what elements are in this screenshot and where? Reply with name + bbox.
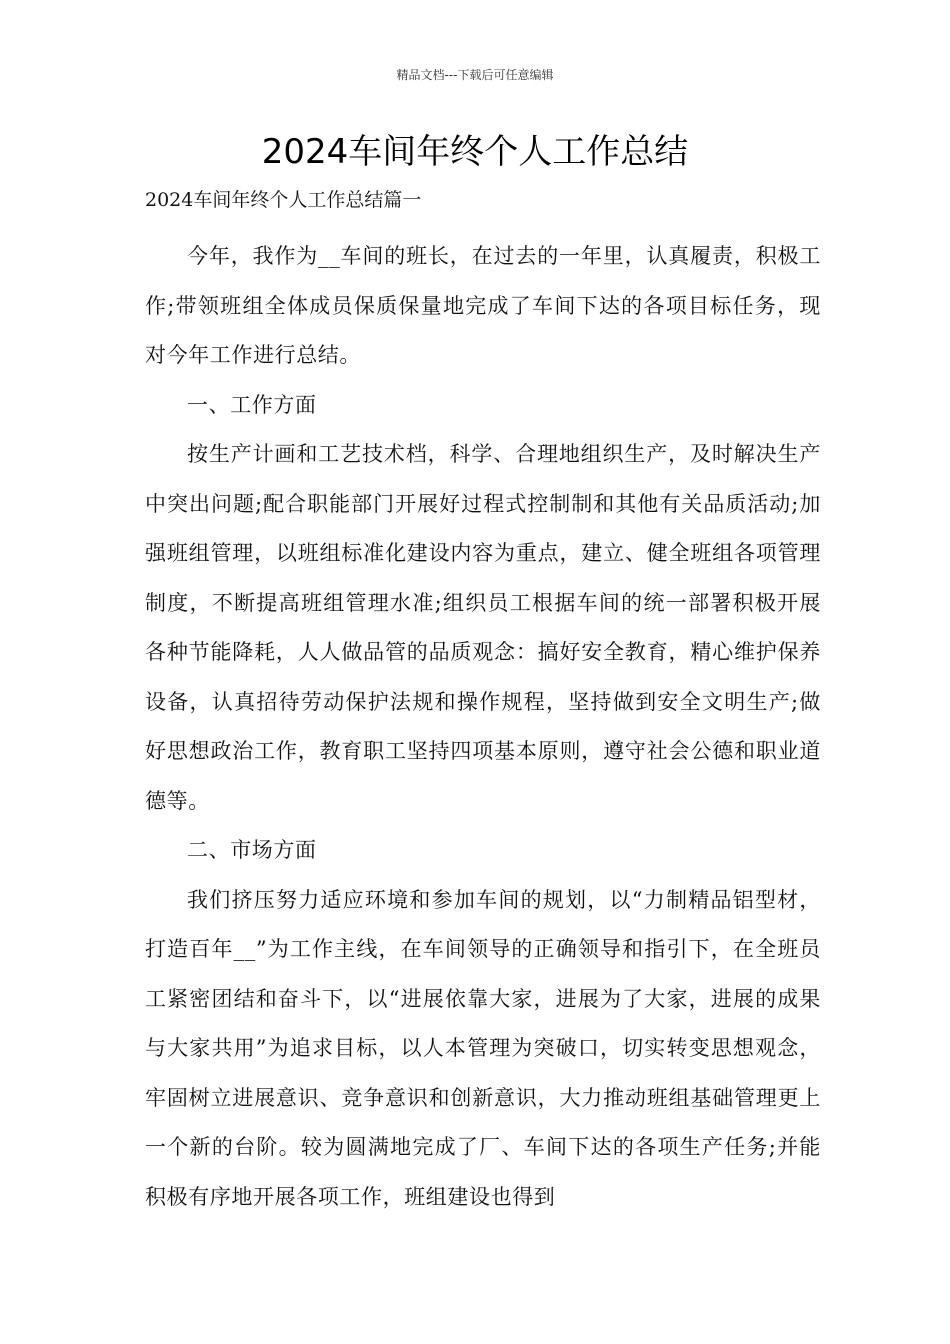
section-paragraph-work: 按生产计画和工艺技术档，科学、合理地组织生产，及时解决生产中突出问题;配合职能部门开展好过程式控制制和其他有关品质活动;加强班组管理，以班组标准化建设内容为重点，建立、健全班组各项管理制度，不断提高班组管理水准;组织员工根据车间的统一部署积极开展各种节能降耗，人人做品管的品质观念：搞好安全教育，精心维护保养设备，认真招待劳动保护法规和操作规程，坚持做到安全文明生产;做好思想政治工作，教育职工坚持四项基本原则，遵守社会公德和职业道德等。 bbox=[145, 442, 821, 813]
section-heading-work: 一、工作方面 bbox=[187, 392, 317, 417]
section-paragraph-market: 我们挤压努力适应环境和参加车间的规划，以“力制精品铝型材，打造百年__”为工作主线，在车间领导的正确领导和指引下，在全班员工紧密团结和奋斗下，以“进展依靠大家，进展为了大家，进展的成果与大家共用”为追求目标，以人本管理为突破口，切实转变思想观念，牢固树立进展意识、竞争意识和创新意识，大力推动班组基础管理更上一个新的台阶。较为圆满地完成了厂、车间下达的各项生产任务;并能积极有序地开展各项工作，班组建设也得到 bbox=[145, 887, 821, 1209]
intro-paragraph: 今年，我作为__车间的班长，在过去的一年里，认真履责，积极工作;带领班组全体成员保质保量地完成了车间下达的各项目标任务，现对今年工作进行总结。 bbox=[145, 244, 821, 367]
document-title: 2024车间年终个人工作总结 bbox=[261, 132, 689, 172]
document-body bbox=[145, 182, 821, 1222]
header-note: 精品文档---下载后可任意编辑 bbox=[396, 68, 554, 82]
document-subtitle: 2024车间年终个人工作总结篇一 bbox=[145, 189, 422, 211]
section-heading-market: 二、市场方面 bbox=[187, 838, 317, 862]
